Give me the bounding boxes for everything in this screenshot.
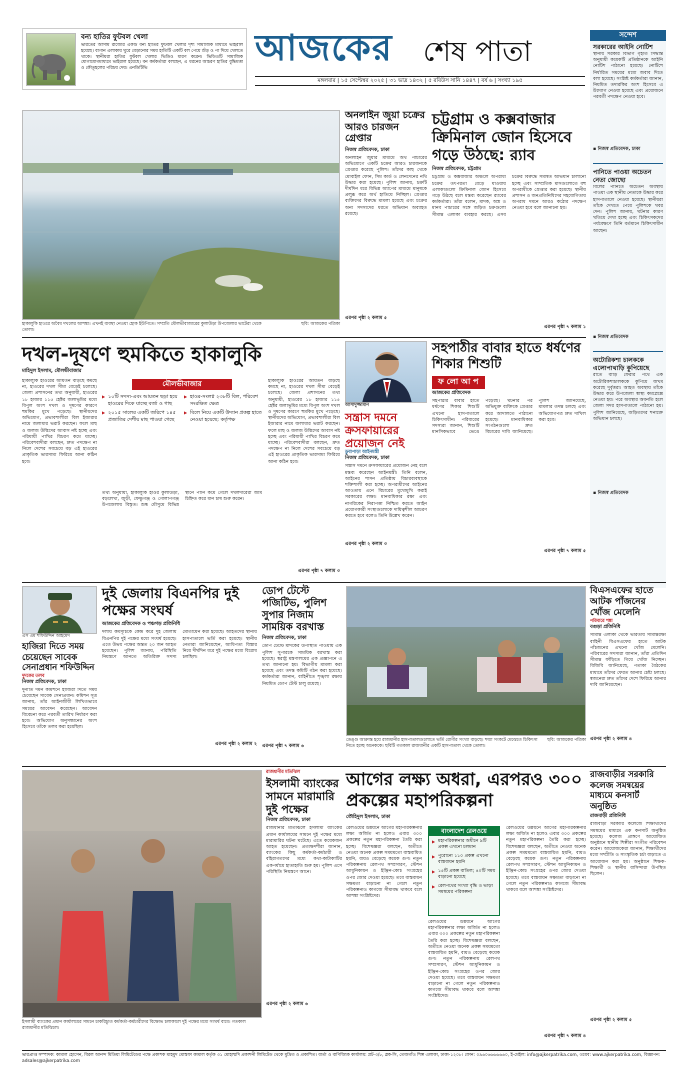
top-brief-title: বন্য হাতির ফুটবল খেলা (81, 33, 148, 41)
railway-box-item: ▶ মহাপরিকল্পনার অধীনে ৯টি প্রকল্প এখনো চলমান (432, 839, 496, 851)
masthead (255, 30, 585, 74)
lead-text: হাকালুকি হাওরের আয়তন বাড়ছে কমছে না, হাওরের দখল সীমা বেড়েই চলেছে। জেলা প্রশাসনের তথ্য অনুযায়ী, হাওরের ১৮ হাজার ১১৫ হেক্টর জলাভূমির মধ্যে বিপুল অংশ দখল ও দূষণের কারণে হুমকির মুখে পড়েছে। স্থানীয়দের অভিযোগ, প্রভাবশালীরা বিল ইজারার নামে জলাধার ভরাট করছেন। ফলে মাছ ও জলজ উদ্ভিদের আবাস নষ্ট হচ্ছে এবং পরিযায়ী পাখির বিচরণ কমে যাচ্ছে। পরিবেশবাদীরা বলছেন, দ্রুত পদক্ষেপ না নিলে দেশের সবচেয়ে বড় এই হাওরের প্রাকৃতিক ভারসাম্য ফিরিয়ে আনা কঠিন হবে। (22, 379, 97, 465)
follow-up-text: সহপাঠীর বাবার হাতে ধর্ষণের শিকার শিশুটি এখনো হাসপাতালে চিকিৎসাধীন। পরিবারের সদস্যরা জানান, শিশুটি মানসিকভাবে ভেঙে পড়েছে। ঘটনার পর অভিযুক্ত ব্যক্তিকে গ্রেপ্তার করে আদালতে পাঠানো হয়েছে। মানবাধিকার সংগঠনগুলো দ্রুত বিচারের দাবি জানিয়েছে। পুলিশ জানিয়েছে, মামলার তদন্ত চলছে এবং অভিযোগপত্র দ্রুত দাখিল করা হবে। (432, 399, 586, 436)
dope-test-text: ডোপ টেস্টে মাদকের উপস্থিতি পাওয়ায় এক পুলিশ সুপারকে সাময়িক বরখাস্ত করা হয়েছে। স্বরাষ্ট্র মন্ত্রণালয়ের এক প্রজ্ঞাপনে এ তথ্য জানানো হয়। বিভাগীয় মামলা করা হয়েছে এবং তদন্ত কমিটি গঠন করা হয়েছে। কর্মকর্তারা জানান, বাহিনীতে শৃঙ্খলা রক্ষায় নিয়মিত ডোপ টেস্ট চালু রয়েছে। (262, 644, 342, 687)
college-story (590, 770, 666, 1044)
follow-up-cont: এরপর পৃষ্ঠা ৭ কলাম ৫ (544, 549, 586, 555)
imprint-footer: ভারপ্রাপ্ত সম্পাদক: কামাল হোসেন, বিরল আনন্দ মিডিয়া লিমিটেডের পক্ষে প্রকাশক মাহমুদ মোস্তফা কামাল কর্তৃক ৩১ মোহাম্মদি প্রকাশনী লিমিটেড থেকে মুদ্রিত ও প্রকাশিত। বার্তা ও বাণিজ্যিক কার্যালয়: প্লট-৩/৮, ব্লক-সি, তেজগাঁও শিল্প এলাকা, ঢাকা-১২০৮। ফোন: ০৯৬০৬৬৬৬৬৬০, ই-মেইল: info@ajkerpatrika.com, ওয়েব: www.ajkerpatrika.com, বিজ্ঞাপন: adsales@ajkerpatrika.com (22, 1050, 666, 1065)
online-gambling-cont: এরপর পৃষ্ঠা ২ কলাম ৫ (345, 315, 387, 321)
sandesh-item (593, 357, 663, 497)
railway-box (428, 826, 500, 916)
bsf-title: বিএসএফের হাতে আটক পাঁজনের খোঁজ মেলেনি (590, 586, 654, 618)
railway-box-item: ▶ পুরোনো ১১০ প্রকল্প এখনো বাস্তবায়ন হয়নি (432, 854, 496, 866)
sandesh-item-title: সরকারের আইনি নোটিশ (593, 44, 653, 51)
motijheel-title: ইসলামী ব্যাংকের সামনে মারামারি দুই পক্ষের (266, 777, 339, 816)
lead-byline: মাহিদুল ইসলাম, মৌলভীবাজার (22, 369, 82, 374)
divider (22, 582, 666, 583)
college-text: রাজবাড়ী সরকারি কলেজে শিক্ষার্থীদের সমন্বয়ের মাধ্যমে এক কনসার্ট অনুষ্ঠিত হয়েছে। কলেজ প্রাঙ্গণে আয়োজিত অনুষ্ঠানে স্থানীয় শিল্পীরা সংগীত পরিবেশন করেন। আয়োজকেরা জানান, শিক্ষার্থীদের মধ্যে সম্প্রীতি ও সাংস্কৃতিক চর্চা বাড়াতে এ আয়োজন করা হয়। অনুষ্ঠানে শিক্ষক-শিক্ষার্থী ও স্থানীয় বাসিন্দারা উপস্থিত ছিলেন। (590, 822, 666, 878)
railway-byline: তৌহিদুল ইসলাম, ঢাকা (346, 815, 391, 820)
lead-headline: দখল-দূষণে হুমকিতে হাকালুকি (22, 342, 262, 366)
terror-title: সন্ত্রাস দমনে ক্রসফায়ারের প্রয়োজন নেই (345, 411, 405, 450)
lead-highlight-box (102, 379, 262, 487)
haor-photo (22, 110, 340, 320)
minister-photo-caption: আসাদুজ্জামান (345, 403, 369, 408)
ctg-crime-story (432, 110, 586, 334)
college-byline: রাজবাড়ী প্রতিনিধি (590, 814, 626, 819)
motijheel-cont: এরপর পৃষ্ঠা ২ কলাম ৬ (266, 1002, 308, 1008)
college-cont: এরপর পৃষ্ঠা ২ কলাম ৫ (590, 1018, 632, 1024)
railway-story (346, 770, 586, 1044)
sandesh-item-text: স্থানীয় সরকার বিভাগ গৃহীত সিদ্ধান্ত অনুযায়ী কয়েকটি প্রতিষ্ঠানকে আইনি নোটিশ পাঠানো হয়েছে। নোটিশে নির্ধারিত সময়ের মধ্যে জবাব দিতে বলা হয়েছে। সংশ্লিষ্ট কর্মকর্তারা জানান, নিয়মিত তদারকির অংশ হিসেবে এ উদ্যোগ নেওয়া হয়েছে এবং প্রয়োজনে পরবর্তী পদক্ষেপ নেওয়া হবে। (593, 52, 663, 101)
terror-story (345, 341, 427, 579)
top-brief (22, 28, 247, 90)
hospital-photo-caption: ডেঙ্গু আক্রান্ত হয়ে রাজধানীর হাসপাতালগুলোতে ভর্তি রোগীর সংখ্যা বাড়ছে। শয্যা সংকটে মেঝেতে চিকিৎসা নিতে হচ্ছে অনেককে। ছবিটি গতকাল রাজধানীর একটি হাসপাতাল থেকে তোলা। (346, 738, 538, 749)
minister-photo (345, 341, 427, 403)
bsf-cont: এরপর পৃষ্ঠা ২ কলাম ৪ (590, 737, 632, 743)
ctg-crime-cont: এরপর পৃষ্ঠা ৭ কলাম ১ (544, 325, 586, 331)
dope-test-byline: নিজস্ব প্রতিবেদক, ঢাকা (262, 636, 307, 641)
railway-text-3: রেলওয়ের উন্নয়নে আগের মহাপরিকল্পনার লক্ষ্য অর্জিত না হলেও এবার ৩০০ প্রকল্পের নতুন মহাপরিকল্পনা তৈরি করা হচ্ছে। বিশেষজ্ঞরা বলছেন, অতীতে নেওয়া অনেক প্রকল্প সময়মতো বাস্তবায়িত হয়নি, ব্যয়ও বেড়েছে কয়েক গুণ। নতুন পরিকল্পনায় রেলপথ সম্প্রসারণ, স্টেশন আধুনিকায়ন ও ইঞ্জিন-কোচ সংগ্রহের ওপর জোর দেওয়া হয়েছে। তবে বাস্তবায়ন সক্ষমতা বাড়ানো না গেলে নতুন পরিকল্পনাও কাগজে সীমাবদ্ধ থাকবে বলে আশঙ্কা সংশ্লিষ্টদের। (506, 826, 586, 894)
sandesh-item-credit: ▪ নিজস্ব প্রতিবেদক (593, 491, 629, 497)
lead-box-header: মৌলভীবাজার (132, 379, 232, 390)
army-chief-title: হাজিরা দিতে সময় চেয়েছেন সাবেক সেনাপ্রধান শফিউদ্দিন (22, 642, 95, 673)
army-chief-caption: এস এম শফিউদ্দিন আহমেদ (22, 634, 70, 639)
sandesh-item-text: রাতে বাড়ি ফেরার পথে এক অটোরিকশাচালককে কুপিয়ে জখম করেছে দুর্বৃত্তরা। আহত অবস্থায় তাঁকে উদ্ধার করে উপজেলা স্বাস্থ্য কমপ্লেক্সে নেওয়া হয়। পরে অবস্থার অবনতি হলে জেলা সদর হাসপাতালে পাঠানো হয়। পুলিশ জানিয়েছে, জড়িতদের শনাক্তে অভিযান চলছে। (593, 373, 663, 422)
sandesh-header: সন্দেশ (590, 30, 666, 41)
sandesh-item-text: বিলের পানিতে অচেতন অবস্থায় পাওয়া এক স্থানীয় নেতাকে উদ্ধার করে হাসপাতালে নেওয়া হয়েছে। স্থানীয়রা তাঁকে দেখতে পেয়ে পুলিশকে খবর দেন। পুলিশ জানায়, ঘটনার কারণ খতিয়ে দেখা হচ্ছে এবং চিকিৎসকদের পর্যবেক্ষণে তিনি বর্তমানে চিকিৎসাধীন আছেন। (593, 185, 663, 234)
sandesh-item (593, 44, 663, 153)
dope-test-story (262, 586, 342, 761)
elephant-photo (26, 33, 76, 86)
army-chief-text: দুর্নীতি দমন কমিশনে হাজিরা দিতে সময় চেয়েছেন সাবেক সেনাপ্রধান। কমিশন সূত্র জানায়, তাঁর আইনজীবী লিখিতভাবে সময়ের আবেদন করেছেন। আবেদন বিবেচনা করে পরবর্তী তারিখ নির্ধারণ করা হবে। অভিযোগ অনুসন্ধানের অংশ হিসেবে তাঁকে তলব করা হয়েছিল। (22, 687, 97, 731)
motijheel-photo (22, 770, 262, 1018)
motijheel-story (266, 770, 342, 1044)
bsf-byline: বগুড়া প্রতিনিধি (590, 625, 621, 630)
motijheel-label: রাজধানীর মতিঝিল (266, 770, 301, 775)
ctg-crime-byline: নিজস্ব প্রতিবেদক, চট্টগ্রাম (432, 167, 481, 172)
sandesh-item-credit: ▪ নিজস্ব প্রতিবেদক, ঢাকা (593, 147, 641, 152)
college-title: রাজবাড়ীর সরকারি কলেজ সমন্বয়ের মাধ্যমে কনসার্ট অনুষ্ঠিত (590, 770, 654, 812)
lead-story (22, 341, 340, 579)
sandesh-sidebar (590, 30, 666, 588)
haor-photo-caption: হাকালুকি হাওরে অবৈধ দখলের আশঙ্কা। এখনই ব্যবস্থা নেওয়া হোক ইউপিতে। সম্প্রতি মৌলভীবাজারের কুলাউড়া উপজেলার ভাটেরা থেকে তোলা। (22, 322, 262, 333)
bnp-clash-title: দুই জেলায় বিএনপির দুই পক্ষের সংঘর্ষ (102, 586, 239, 619)
army-chief-story (22, 586, 97, 761)
dateline: মঙ্গলবার | ১৫ সেপ্টেম্বর ২০২৫ | ৩১ ভাদ্র ১৪৩২ | ৫ রবিউস সানি ১৪৪৭ | বর্ষ ৬ | সংখ্যা ১৯৫ (255, 76, 585, 86)
ctg-crime-text: চট্টগ্রাম ও কক্সবাজার অঞ্চলে অপরাধী চক্রের তৎপরতা বেড়ে যাওয়ায় এলাকাগুলো ক্রিমিনাল জোন হিসেবে গড়ে উঠছে বলে মন্তব্য করেছেন র‍্যাবের কর্মকর্তারা। তাঁরা বলেন, মাদক, অস্ত্র ও মানব পাচারের সঙ্গে জড়িত চক্রগুলো সীমান্ত এলাকা ব্যবহার করছে। এসব চক্রের বিরুদ্ধে সমন্বিত অভিযান চালানো হচ্ছে এবং সাম্প্রতিক মাসগুলোতে বহু অপরাধীকে গ্রেপ্তার করা হয়েছে। স্থানীয় প্রশাসন ও জনপ্রতিনিধিদের সহযোগিতায় অপরাধ দমনে আরও কঠোর পদক্ষেপ নেওয়া হবে বলে জানানো হয়। (432, 175, 586, 218)
bsf-subtitle: পরিবারে শঙ্কা (590, 619, 613, 624)
terror-byline: নিজস্ব প্রতিবেদক, ঢাকা (345, 456, 390, 461)
follow-up-badge: ফ লো আ প (432, 376, 485, 389)
haor-photo-credit: ছবি: আজকের পত্রিকা (301, 322, 340, 327)
bsf-text: সীমান্ত এলাকা থেকে ভারতীয় সীমান্তরক্ষী বাহিনী বিএসএফের হাতে আটক পাঁচজনের এখনো খোঁজ মেলেনি। পরিবারের সদস্যরা জানান, তাঁরা প্রতিদিন সীমান্ত ফাঁড়িতে গিয়ে খোঁজ নিচ্ছেন। বিজিবি জানিয়েছে, পতাকা বৈঠকের মাধ্যমে তাঁদের ফেরত আনার চেষ্টা চলছে। স্বজনেরা দ্রুত তাঁদের দেশে ফিরিয়ে আনার দাবি জানিয়েছেন। (590, 633, 666, 689)
bsf-story (590, 586, 666, 764)
motijheel-text: রাজধানীর মতিঝিলে ইসলামী ব্যাংকের প্রধান কার্যালয়ের সামনে দুই পক্ষের মধ্যে মারামারির ঘটনা ঘটেছে। এতে কয়েকজন আহত হয়েছেন। প্রত্যক্ষদর্শীরা জানান, ব্যাংকের কিছু কর্মকর্তা-কর্মচারী ও বহিরাগতদের মধ্যে কথা-কাটাকাটির একপর্যায়ে হাতাহাতি শুরু হয়। পুলিশ এসে পরিস্থিতি নিয়ন্ত্রণে আনে। (266, 826, 342, 875)
army-chief-subtitle: দুদকের তলব (22, 673, 45, 679)
sandesh-item-title: অটোরিকশা চালককে এলোপাথাড়ি কুপিয়েছে (593, 357, 650, 373)
dope-test-cont: এরপর পৃষ্ঠা ৭ কলাম ৬ (262, 744, 304, 750)
motijheel-byline: নিজস্ব প্রতিবেদক, ঢাকা (266, 818, 311, 823)
army-chief-byline: নিজস্ব প্রতিবেদক, ঢাকা (22, 679, 67, 685)
divider (22, 337, 586, 338)
bnp-clash-byline: আজকের প্রতিবেদক ও পঞ্চগড় প্রতিনিধি (102, 622, 180, 627)
sandesh-item-title: পানিতে পাওয়া অচেতন নেতা জোছো (593, 169, 652, 185)
railway-title: আগের লক্ষ্য অধরা, এরপরও ৩০০ প্রকল্পের মহাপরিকল্পনা (346, 770, 583, 811)
bnp-clash-story (102, 586, 257, 761)
lead-cont: এরপর পৃষ্ঠা ৭ কলাম ৩ (298, 569, 340, 574)
railway-cont: এরপর পৃষ্ঠা ৭ কলাম ৪ (544, 1034, 586, 1039)
railway-box-header: বাংলাদেশ রেলওয়ে (429, 827, 499, 836)
sandesh-item-credit: ▪ নিজস্ব প্রতিবেদক (593, 335, 629, 341)
lead-box-item: ▶ ২০১৫ সালের একটি জরিপে ১৪৫ প্রজাতির দেশীয় মাছ পাওয়া গেছে (102, 410, 180, 423)
follow-up-byline: আজকের প্রতিবেদক (432, 390, 471, 396)
railway-box-item: ▶ রেলপথের সংখ্যা বৃদ্ধি ও ভাড়া সমন্বয়ের পরিকল্পনা (432, 884, 496, 896)
hospital-photo-credit: ছবি: আজকের পত্রিকা (547, 738, 586, 743)
ctg-crime-title: চট্টগ্রাম ও কক্সবাজার ক্রিমিনাল জোন হিসেবে গড়ে উঠছে: র‍্যাব (432, 110, 572, 164)
railway-text-2: রেলওয়ের উন্নয়নে আগের মহাপরিকল্পনার লক্ষ্য অর্জিত না হলেও এবার ৩০০ প্রকল্পের নতুন মহাপরিকল্পনা তৈরি করা হচ্ছে। বিশেষজ্ঞরা বলছেন, অতীতে নেওয়া অনেক প্রকল্প সময়মতো বাস্তবায়িত হয়নি, ব্যয়ও বেড়েছে কয়েক গুণ। নতুন পরিকল্পনায় রেলপথ সম্প্রসারণ, স্টেশন আধুনিকায়ন ও ইঞ্জিন-কোচ সংগ্রহের ওপর জোর দেওয়া হয়েছে। তবে বাস্তবায়ন সক্ষমতা বাড়ানো না গেলে নতুন পরিকল্পনাও কাগজে সীমাবদ্ধ থাকবে বলে আশঙ্কা সংশ্লিষ্টদের। (428, 920, 500, 1000)
railway-box-item: ▶ ১৫টি প্রকল্প বাতিল; ৪০টি সময় বাড়ানো হয়েছে (432, 869, 496, 881)
bnp-clash-cont: এরপর পৃষ্ঠা ২ কলাম ২ (215, 742, 257, 748)
online-gambling-byline: নিজস্ব প্রতিবেদক, ঢাকা (345, 147, 390, 153)
dope-test-title: ডোপ টেস্টে পজিটিভ, পুলিশ সুপার নিজাম সাময়িক বরখাস্ত (262, 586, 327, 633)
terror-cont: এরপর পৃষ্ঠা ২ কলাম ৩ (345, 542, 387, 548)
lead-box-item: ▶ বিলে নিয়ে একটি উদ্যান প্রকল্প হাতে নেওয়া হয়েছে: কর্তৃপক্ষ (184, 410, 262, 423)
follow-up-story (432, 341, 586, 579)
terror-subtitle: ডুবাপাড়া আইনমন্ত্রী (345, 450, 379, 455)
sandesh-item (593, 169, 663, 341)
online-gambling-text: অনলাইন জুয়ার মাধ্যমে অর্থ পাচারের অভিযোগে একটি চক্রের আরও চারজনকে গ্রেপ্তার করেছে পুলিশ। তাঁদের কাছ থেকে মোবাইল ফোন, সিম কার্ড ও লেনদেনের নথি উদ্ধার করা হয়েছে। পুলিশ জানায়, চক্রটি দীর্ঘদিন ধরে বিভিন্ন অ্যাপের মাধ্যমে মানুষকে প্রলুব্ধ করে অর্থ হাতিয়ে নিচ্ছিল। গ্রেপ্তার ব্যক্তিদের বিরুদ্ধে মামলা হয়েছে এবং চক্রের অন্য সদস্যদের ধরতে অভিযান অব্যাহত রয়েছে। (345, 155, 427, 217)
lead-box-item: ▶ ১০টি সদস্য-এবং আয়তন ছড়া হয়ে হাওরের দিকে যাচ্ছে বর্জ্য ও গাছ (102, 394, 180, 407)
railway-text: রেলওয়ের উন্নয়নে আগের মহাপরিকল্পনার লক্ষ্য অর্জিত না হলেও এবার ৩০০ প্রকল্পের নতুন মহাপরিকল্পনা তৈরি করা হচ্ছে। বিশেষজ্ঞরা বলছেন, অতীতে নেওয়া অনেক প্রকল্প সময়মতো বাস্তবায়িত হয়নি, ব্যয়ও বেড়েছে কয়েক গুণ। নতুন পরিকল্পনায় রেলপথ সম্প্রসারণ, স্টেশন আধুনিকায়ন ও ইঞ্জিন-কোচ সংগ্রহের ওপর জোর দেওয়া হয়েছে। তবে বাস্তবায়ন সক্ষমতা বাড়ানো না গেলে নতুন পরিকল্পনাও কাগজে সীমাবদ্ধ থাকবে বলে আশঙ্কা সংশ্লিষ্টদের। (346, 826, 422, 900)
hospital-photo (346, 586, 586, 736)
follow-up-title: সহপাঠীর বাবার হাতে ধর্ষণের শিকার শিশুটি (432, 341, 581, 372)
lead-box-item: ▶ হাওর-সংলগ্ন ২৩৮টি বিল, পরিবেশ সংরক্ষিত ক্ষেত্র (184, 394, 262, 407)
top-brief-text: ভারতের আসাম রাজ্যের একটি বন্য হাতির ফুটবল খেলার দৃশ্য সামাজিক মাধ্যমে ভাইরাল হয়েছে। বাগান এলাকায় ঘুরে বেড়ানোর সময় হাতিটি একটি বল পেয়ে শুঁড় ও পা দিয়ে খেলতে থাকে। স্থানীয়রা হাতির ফুটবল খেলার ভিডিও ধারণ করেন। ভিডিওটি সামাজিক যোগাযোগমাধ্যমে ভাইরাল হয়েছে। বন কর্মকর্তারা বলছেন, এ ধরনের আচরণ হাতির বুদ্ধিমত্তা ও কৌতূহলের পরিচয় দেয়। এনডিটিভি (81, 43, 243, 72)
masthead-logo-part2: শেষ পাতা (423, 35, 532, 68)
lead-text-2: তথ্য অনুযায়ী, হাকালুকি হাওর কুলাউড়া, বড়লেখা, জুড়ী, ফেঞ্চুগঞ্জ ও গোলাপগঞ্জ উপজেলায় বিস্তৃত। শুষ্ক মৌসুমে বিভিন্ন স্থানে পানি কমে গেলে দখলদারেরা জমি চিহ্নিত করে ধান চাষ শুরু করেন। (102, 491, 262, 509)
lead-text-3: হাকালুকি হাওরের আয়তন বাড়ছে কমছে না, হাওরের দখল সীমা বেড়েই চলেছে। জেলা প্রশাসনের তথ্য অনুযায়ী, হাওরের ১৮ হাজার ১১৫ হেক্টর জলাভূমির মধ্যে বিপুল অংশ দখল ও দূষণের কারণে হুমকির মুখে পড়েছে। স্থানীয়দের অভিযোগ, প্রভাবশালীরা বিল ইজারার নামে জলাধার ভরাট করছেন। ফলে মাছ ও জলজ উদ্ভিদের আবাস নষ্ট হচ্ছে এবং পরিযায়ী পাখির বিচরণ কমে যাচ্ছে। পরিবেশবাদীরা বলছেন, দ্রুত পদক্ষেপ না নিলে দেশের সবচেয়ে বড় এই হাওরের প্রাকৃতিক ভারসাম্য ফিরিয়ে আনা কঠিন হবে। (268, 379, 340, 465)
terror-text: সন্ত্রাস দমনে ক্রসফায়ারের প্রয়োজন নেই বলে মন্তব্য করেছেন আইনমন্ত্রী। তিনি বলেন, আইনের শাসন প্রতিষ্ঠায় বিচারব্যবস্থাকে শক্তিশালী করা হচ্ছে। অপরাধীদের আইনের আওতায় এনে বিচারের মুখোমুখি করাই সরকারের লক্ষ্য। মানবাধিকার রক্ষা এবং নাগরিকের নিরাপত্তা নিশ্চিত করতে আইন প্রয়োগকারী সংস্থাগুলোকে দায়িত্বশীল আচরণ করতে হবে বলেও তিনি উল্লেখ করেন। (345, 464, 427, 520)
online-gambling-story (345, 110, 427, 334)
divider (22, 766, 666, 767)
motijheel-photo-caption: ইসলামী ব্যাংকের প্রধান কার্যালয়ের সামনে চাকরিচ্যুত কর্মকর্তা-কর্মচারীদের বিক্ষোভ চলাকালে দুই পক্ষের মধ্যে সংঘর্ষ বাধে। গতকাল রাজধানীর মতিঝিলে। (22, 1020, 246, 1031)
army-chief-photo (22, 586, 97, 634)
masthead-logo-part1: আজকের (255, 28, 393, 69)
bnp-clash-text: দলীয় কর্মসূচিকে কেন্দ্র করে দুই জেলায় বিএনপির দুই পক্ষের মধ্যে সংঘর্ষ হয়েছে। এতে উভয় পক্ষের অন্তত ২০ জন আহত হয়েছেন। পুলিশ জানায়, পরিস্থিতি নিয়ন্ত্রণে আনতে অতিরিক্ত সদস্য মোতায়েন করা হয়েছে। আহতদের স্থানীয় হাসপাতালে ভর্তি করা হয়েছে। স্থানীয় নেতারা জানিয়েছেন, আধিপত্য বিস্তার নিয়ে দীর্ঘদিন ধরে দুই পক্ষের মধ্যে বিরোধ চলছিল। (102, 630, 257, 661)
online-gambling-title: অনলাইন জুয়া চক্রের আরও চারজন গ্রেপ্তার (345, 110, 425, 144)
